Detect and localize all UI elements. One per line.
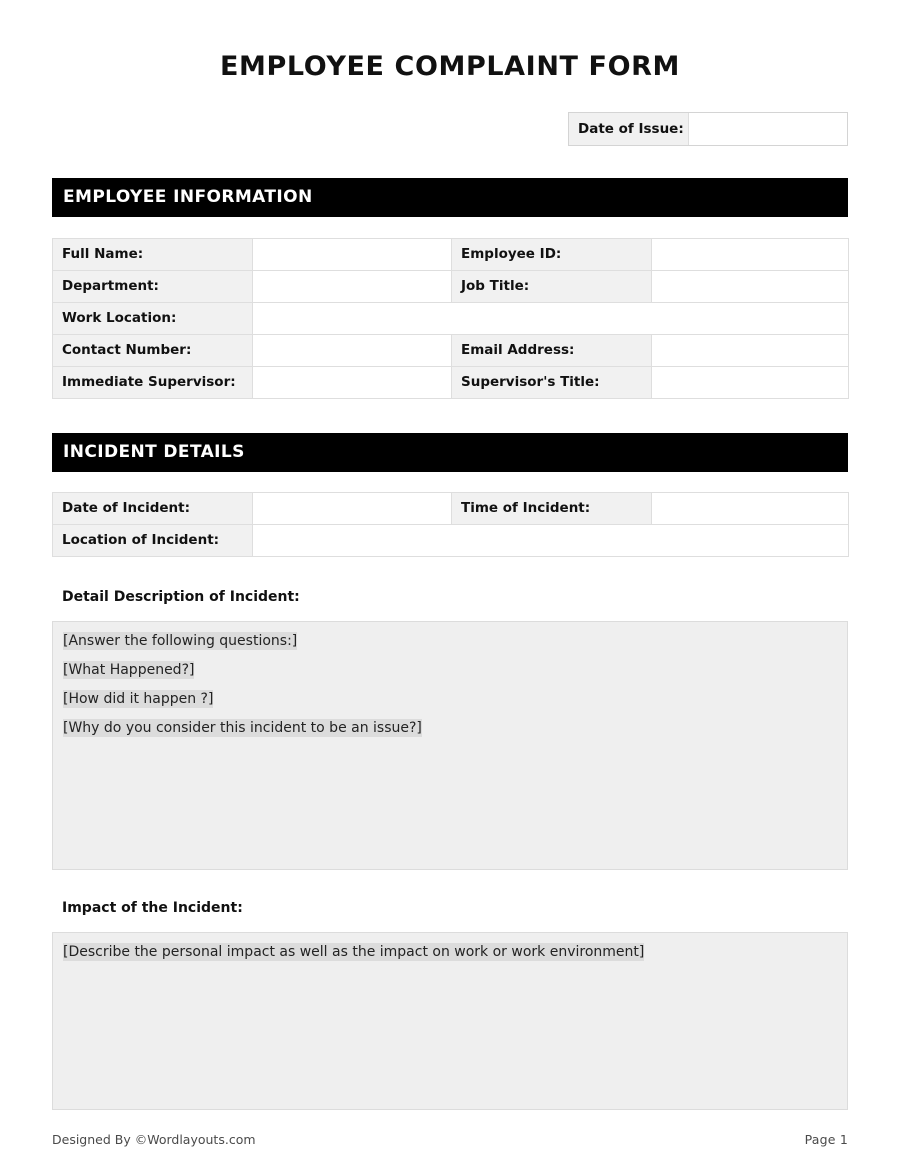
incident-details-table [52, 492, 849, 557]
field-label-job-title: Job Title: [452, 270, 652, 302]
prompt-line [63, 692, 837, 706]
field-label-email-address: Email Address: [452, 334, 652, 366]
field-label-contact-number: Contact Number: [53, 334, 253, 366]
field-input-contact-number[interactable] [253, 334, 452, 366]
prompt-text: [How did it happen ?] [63, 690, 214, 707]
table-row [53, 334, 849, 366]
prompt-line [63, 721, 837, 735]
footer-credit: Designed By ©Wordlayouts.com [52, 1132, 256, 1147]
field-input-job-title[interactable] [652, 270, 849, 302]
table-row [53, 270, 849, 302]
field-input-location-of-incident[interactable] [253, 524, 849, 556]
field-input-department[interactable] [253, 270, 452, 302]
field-input-immediate-supervisor[interactable] [253, 366, 452, 398]
prompt-text: [Answer the following questions:] [63, 632, 298, 649]
field-input-full-name[interactable] [253, 238, 452, 270]
field-input-employee-id[interactable] [652, 238, 849, 270]
footer-page-number: Page 1 [804, 1132, 848, 1147]
impact-label: Impact of the Incident: [62, 899, 243, 916]
page-title: EMPLOYEE COMPLAINT FORM [219, 51, 680, 82]
prompt-line [63, 663, 837, 677]
prompt-line [63, 945, 837, 959]
date-of-issue-label: Date of Issue: [569, 113, 689, 145]
field-input-time-of-incident[interactable] [652, 492, 849, 524]
section-header-employee-information: EMPLOYEE INFORMATION [52, 178, 848, 217]
page-footer [52, 1132, 848, 1147]
date-of-issue-input[interactable] [689, 113, 847, 145]
table-row [53, 366, 849, 398]
prompt-text: [What Happened?] [63, 661, 195, 678]
field-label-location-of-incident: Location of Incident: [53, 524, 253, 556]
prompt-text: [Why do you consider this incident to be an issue?] [63, 719, 422, 736]
field-label-date-of-incident: Date of Incident: [53, 492, 253, 524]
field-input-email-address[interactable] [652, 334, 849, 366]
date-of-issue-box [568, 112, 848, 146]
prompt-line [63, 634, 837, 648]
detail-description-label: Detail Description of Incident: [62, 588, 300, 605]
prompt-text: [Describe the personal impact as well as the impact on work or work environment] [63, 943, 645, 960]
section-header-incident-details: INCIDENT DETAILS [52, 433, 848, 472]
impact-textarea[interactable] [52, 932, 848, 1110]
field-label-work-location: Work Location: [53, 302, 253, 334]
field-label-supervisors-title: Supervisor's Title: [452, 366, 652, 398]
field-label-department: Department: [53, 270, 253, 302]
field-label-full-name: Full Name: [53, 238, 253, 270]
table-row [53, 302, 849, 334]
table-row [53, 524, 849, 556]
field-label-time-of-incident: Time of Incident: [452, 492, 652, 524]
field-input-date-of-incident[interactable] [253, 492, 452, 524]
field-input-work-location[interactable] [253, 302, 849, 334]
table-row [53, 238, 849, 270]
table-row [53, 492, 849, 524]
detail-description-textarea[interactable] [52, 621, 848, 870]
field-label-immediate-supervisor: Immediate Supervisor: [53, 366, 253, 398]
field-label-employee-id: Employee ID: [452, 238, 652, 270]
employee-information-table [52, 238, 849, 399]
field-input-supervisors-title[interactable] [652, 366, 849, 398]
date-of-issue-row [52, 112, 848, 146]
